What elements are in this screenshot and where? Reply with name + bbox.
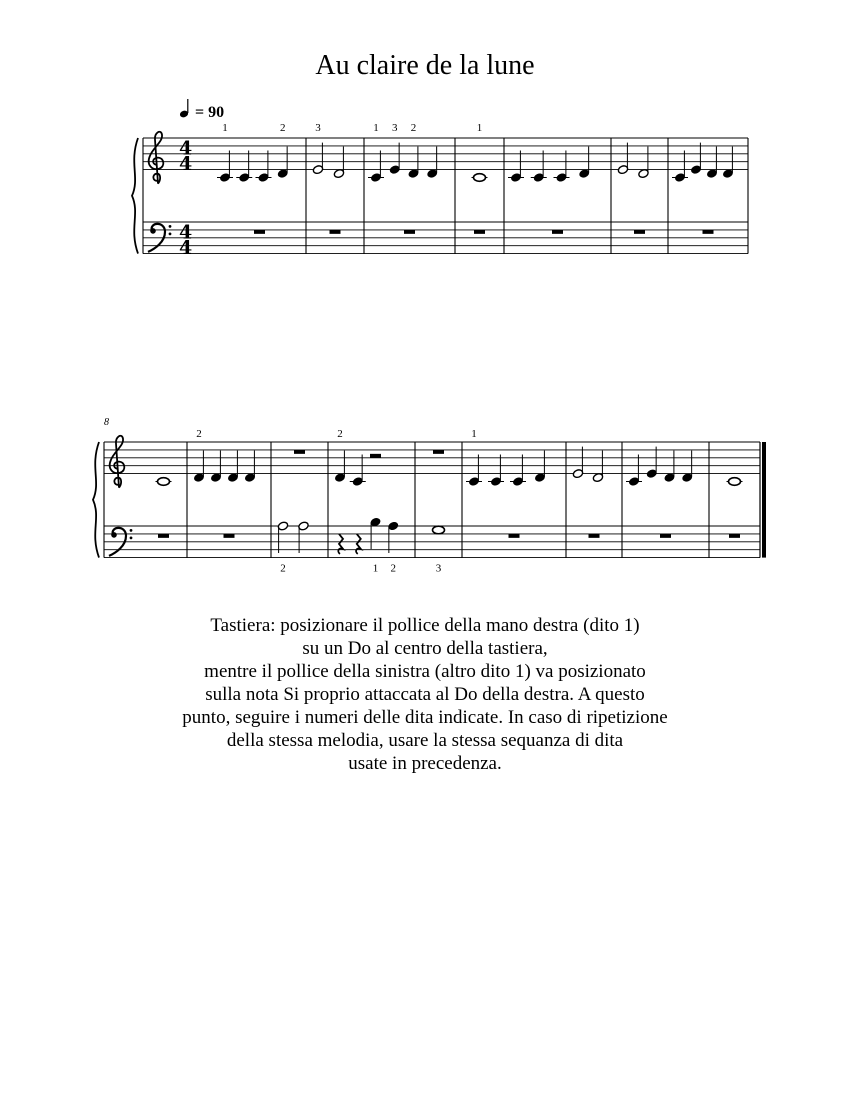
whole-rest [729,534,740,538]
half-rest [370,454,381,458]
treble-measure [312,122,345,179]
instruction-line: Tastiera: posizionare il pollice della mano destra (dito 1) [210,615,640,636]
whole-note [433,526,445,534]
system-2 [93,428,766,575]
treble-measure [368,122,438,183]
treble-measure [217,122,289,183]
whole-note [474,174,486,182]
instruction-line: su un Do al centro della tastiera, [302,638,548,659]
whole-rest [294,450,305,454]
bass-clef-dot [150,228,156,234]
whole-rest [330,230,341,234]
whole-rest [224,534,235,538]
whole-note [158,478,170,486]
quarter-rest [338,534,343,554]
bass-measure [703,230,714,234]
bass-clef-dot [169,233,172,236]
quarter-rest [356,534,361,554]
bass-measure [404,230,415,234]
whole-rest [552,230,563,234]
brace [93,442,99,558]
treble-measure [472,122,488,181]
whole-rest [474,230,485,234]
bass-measure [474,230,485,234]
fingering-number: 2 [390,562,396,575]
fingering-number: 2 [337,428,343,440]
instruction-line: punto, seguire i numeri delle dita indicate. In caso di ripetizione [182,707,668,728]
treble-measure [617,143,649,179]
bass-measure [660,534,671,538]
system-1 [132,122,748,259]
instruction-line: usate in precedenza. [348,753,502,774]
tempo-text: = 90 [195,104,225,121]
bass-measure [224,534,235,538]
treble-measure [508,147,590,183]
instruction-line: della stessa melodia, usare la stessa sequanza di dita [226,730,624,751]
bass-clef-dot [111,532,117,538]
instruction-line: mentre il pollice della sinistra (altro dito 1) va posizionato [204,661,646,682]
treble-measure [672,143,734,183]
time-signature-bottom: 4 [179,237,193,260]
bass-clef-dot [130,529,133,532]
whole-rest [158,534,169,538]
fingering-number: 2 [280,122,286,134]
instruction-line: sulla nota Si proprio attaccata al Do della destra. A questo [205,684,645,705]
treble-clef-icon [110,436,125,488]
whole-rest [634,230,645,234]
score-title: Au claire de la lune [315,50,535,81]
fingering-number: 1 [372,562,379,575]
time-signature-top: 4 [179,137,193,160]
whole-rest [703,230,714,234]
fingering-number: 3 [435,562,442,575]
whole-rest [433,450,444,454]
tempo-marking [179,99,224,121]
fingering-number: 1 [373,122,379,134]
fingering-number: 2 [280,562,286,575]
performance-instructions [0,614,850,775]
bass-measure [589,534,600,538]
bass-measure [158,534,169,538]
bass-measure [433,526,445,574]
fingering-number: 2 [410,122,417,134]
whole-rest [404,230,415,234]
final-barline [762,442,766,558]
whole-rest [589,534,600,538]
fingering-number: 1 [476,122,483,134]
time-signature-bottom: 4 [179,153,193,176]
brace [132,138,138,254]
fingering-number: 3 [315,122,321,134]
fingering-number: 1 [222,122,228,134]
treble-measure [572,447,604,483]
treble-measure [626,447,693,487]
time-signature-top: 4 [179,221,193,244]
treble-measure [193,428,256,483]
whole-rest [660,534,671,538]
whole-note [729,478,741,486]
whole-rest [254,230,265,234]
treble-measure [334,428,381,487]
bass-measure [330,230,341,234]
bass-measure [552,230,563,234]
treble-measure [433,450,444,454]
treble-measure [727,478,743,486]
fingering-number: 3 [392,122,398,134]
fingering-number: 1 [471,428,477,440]
bass-measure [634,230,645,234]
treble-clef-icon [149,132,164,184]
treble-measure [156,478,172,486]
treble-measure [466,428,546,487]
whole-rest [509,534,520,538]
fingering-number: 2 [196,428,202,440]
bass-measure [729,534,740,538]
bass-clef-dot [130,537,133,540]
measure-number: 8 [104,417,109,428]
bass-clef-dot [169,225,172,228]
bass-measure [277,521,309,575]
bass-measure [254,230,265,234]
bass-measure [509,534,520,538]
treble-measure [294,450,305,454]
